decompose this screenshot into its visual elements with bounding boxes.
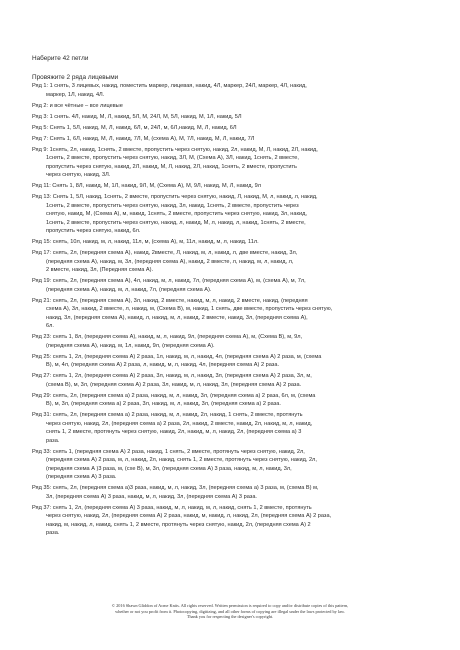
row-text-continued: (передняя схема А) 2 раза, м, л, накид, 2л, накид, снять 1, 2 вместе, протянуть через снятую, накид, 2л,	[46, 457, 317, 463]
pattern-row	[32, 277, 432, 294]
row-text-continued: через снятую, накид, 3Л.	[46, 172, 111, 178]
pattern-row	[32, 484, 432, 501]
row-text-continued: снять 1, 2 вместе, протянуть через снятую, накид, 2л, накид, м, л, накид, 2л, (передняя схема а) 3	[46, 429, 302, 435]
row-text-continued: накид, м, накид, л, накид, снять 1, 2 вместе, протянуть через снятую, накид, 2л, (передняя схема А) 2	[46, 521, 311, 528]
row-text: Ряд 19: снять, 2л, (передняя схема А), 4л, накид, м, л, накид, 7л, (передняя схема А), м, (схема А), м, 7л,	[32, 278, 306, 284]
row-text-continued: (передняя схема А), накид, м, л, накид, 7л, (передняя схема А).	[46, 286, 212, 293]
row-text-continued: раза.	[46, 437, 60, 444]
row-text: Ряд 23: снять 1, 8л, (передняя схема А), накид, м, л, накид, 9л, (передняя схема А), м, (Схема В), м, 9л,	[32, 334, 303, 340]
pattern-row	[32, 333, 432, 350]
section-title: Провяжите 2 ряда лицевыми	[32, 74, 119, 81]
row-text: Ряд 33: снять 1, (передняя схема А) 2 раза, накид, 1 снять, 2 вместе, протянуть через снятую, накид, 2л,	[32, 448, 305, 455]
pattern-row	[32, 238, 432, 247]
rows-list	[32, 82, 432, 538]
copyright-footer	[60, 603, 400, 620]
row-text: Ряд 1: 1 снять, 3 лицевых, накид, поместить маркер, лицевая, накид, 4Л, маркер, 24Л, маркер, 4Л, накид,	[32, 83, 307, 89]
row-text: Ряд 7: Снять 1, 6Л, накид, М, Л, накид, 7Л, М, (схема А), М, 7Л, накид, М, Л, накид, 7Л	[32, 135, 255, 142]
row-text-continued: снятую, накид, М, (Схема А), м, накид, 1снять, 2 вместе, пропустить через снятую, накид, 3л, накид,	[46, 211, 307, 217]
row-text-continued: 2 вместе, накид, 3л, (Передняя схема А).	[46, 267, 154, 273]
pattern-row	[32, 135, 432, 144]
pattern-row	[32, 372, 432, 389]
pattern-row	[32, 124, 432, 133]
pattern-row	[32, 392, 432, 409]
pattern-row	[32, 448, 432, 482]
pattern-row	[32, 146, 432, 180]
row-text: Ряд 11: Снять 1, 8Л, накид, М, 1Л, накид, 9Л, М, (Схема А), М, 9Л, накид, М, Л, накид, 9л	[32, 183, 262, 189]
row-text-continued: 1снять, 2 вместе, пропустить через снятую, накид, 3Л, М, (Схема А), 3Л, накид, 1снять, 2 вместе,	[46, 155, 299, 161]
row-text: Ряд 37: снять 1, 2л, (передняя схема А) 3 раза, накид, м, л, накид, м, л, накид, снять 1, 2 вместе, протянуть	[32, 504, 312, 511]
row-text-continued: через снятую, накид, 2л, (передняя схема А) 2 раза, накид, м, накид, л, накид, 2л, (передняя схема А) 2 раза,	[46, 513, 332, 519]
row-text-continued: пропустить через снятую, накид, 6л.	[46, 228, 141, 234]
intro-line: Наберите 42 петли	[32, 55, 89, 62]
row-text: Ряд 21: снять, 2л, (передняя схема А), 3л, накид, 2 вместе, накид, м, л, накид, 2 вместе, накид, (передняя	[32, 297, 308, 304]
pattern-row	[32, 113, 432, 122]
row-text-continued: 6л.	[46, 323, 54, 329]
row-text: Ряд 15: снять, 10л, накид, м, л, накид, 11л, м, (схема А), м, 11л, накид, м, л, накид, 11л.	[32, 239, 259, 245]
copyright-line-1: © 2016 Shawn Gliddon of Acme Knits. All rights reserved. Written permission is required to copy and/or distribute copies of this pattern,	[111, 603, 349, 608]
row-text-continued: (передняя схема А) 3 раза.	[46, 474, 117, 480]
row-text-continued: В), м, 4л, (передняя схема А) 2 раза, л, накид, м, л, накид, 4л, (передняя схема А) 2 раза.	[46, 362, 280, 368]
row-text-continued: В), м, 3л, (передняя схема а) 2 раза, 3л, накид, м, л, накид, 3л, (передняя схема а) 2 раза.	[46, 401, 281, 407]
row-text-continued: маркер, 1Л, накид, 4Л.	[46, 91, 105, 98]
row-text: Ряд 9: 1снять, 2л, накид, 1снять, 2 вместе, пропустить через снятую, накид, 2л, накид, М, Л, накид, 2Л, накид,	[32, 146, 318, 153]
row-text: Ряд 31: снять, 2л, (передняя схема а) 2 раза, накид, м, л, накид, 2л, накид, 1 снять, 2 вместе, протянуть	[32, 412, 303, 418]
pattern-row	[32, 411, 432, 445]
pattern-row	[32, 193, 432, 236]
row-text-continued: (передняя схема А), накид, м, 1л, накид, 9л, (передняя схема А).	[46, 342, 215, 349]
pattern-row	[32, 297, 432, 331]
copyright-line-3: Thank you for respecting the designer's copyright.	[186, 614, 274, 620]
copyright-line-2: whether or not you profit from it. Photocopying, digitizing, and all other forms of copying are illegal under the laws protected by law.	[115, 608, 345, 614]
pattern-row	[32, 102, 432, 111]
pattern-row	[32, 353, 432, 370]
row-text-continued: схема А), 3л, накид, 2 вместе, л, накид, м, (Схема В), м, накид, 1 снять, две вместе, пропустить через снятую,	[46, 306, 333, 312]
row-text-continued: раза.	[46, 530, 60, 536]
row-text-continued: (схема В), м, 3л, (передняя схема А) 2 раза, 3л, накид, м, л, накид, 3л, (передняя схема А) 2 раза.	[46, 381, 302, 388]
pattern-text	[32, 54, 432, 540]
pattern-row	[32, 249, 432, 275]
pattern-row	[32, 182, 432, 191]
row-text: Ряд 35: снять, 2л, (передняя схема а)3 раза, накид, м, л, накид, 3л, (передняя схема а) 3 раза, м, (схема В) м,	[32, 485, 319, 491]
row-text: Ряд 5: Снять 1, 5Л, накид, М, Л, накид, 6Л, м, 24Л, м, 6Л,накид, М, Л, накид, 6Л	[32, 124, 237, 131]
row-text-continued: 3л, (передняя схема А) 3 раза, накид, м, л, накид, 3л, (передняя схема А) 3 раза.	[46, 493, 257, 500]
row-text-continued: (передняя схема А )3 раза, м, (схе В), м, 3л, (передняя схема А) 3 раза, накид, м, л, накид, 3л,	[46, 465, 292, 472]
row-text-continued: пропустить через снятую, накид, 2Л, накид, М, Л, накид, 2Л, накид, 1снять, 2 вместе, пропустить	[46, 163, 297, 170]
row-text-continued: 1снять, 2 вместе, пропустить через снятую, накид, л, накид, М, л, накид, л, накид, 1снять, 2 вместе,	[46, 219, 306, 226]
row-text-continued: через снятую, накид, 2л, (передняя схема а) 2 раза, 2л, накид, 2 вместе, накид, 2л, накид, м, л, накид,	[46, 420, 313, 427]
row-text-continued: 1снять, 2 вместе, пропустить через снятую, накид, 3л, накид, 1снять, 2 вместе, пропустить через	[46, 202, 299, 209]
row-text-continued: (передняя схема А), накид, м, 3л, (передняя схема А), накид, 2 вместе, л, накид, м, л, накид, л,	[46, 258, 294, 265]
row-text: Ряд 25: снять 1, 2л, (передняя схема А) 2 раза, 1л, накид, м, л, накид, 4л, (передняя схема А) 2 раза, м, (схема	[32, 353, 322, 360]
row-text: Ряд 13: Снять 1, 5Л, накид, 1снять, 2 вместе, пропустить через снятую, накид, Л, накид, М, л, накид, л, накид,	[32, 194, 318, 200]
row-text: Ряд 29: снять, 2л, (передняя схема а) 2 раза, накид, м, л, накид, 3л, (передняя схема а) 2 раза, 6л, м, (схема	[32, 392, 316, 399]
row-text: Ряд 2: и все чётные – все лицевые	[32, 102, 123, 109]
row-text-continued: накид, 3л, (передняя схема А), накид, л, накид, м, л, накид, 2 вместе, накид, 3л, (передняя схема А),	[46, 314, 308, 321]
pattern-row	[32, 504, 432, 538]
row-text: Ряд 17: снять, 2л, (передняя схема А), накид, 2вместе, Л, накид, м, л, накид, л, две вместе, накид, 3л,	[32, 250, 298, 256]
row-text: Ряд 27: снять 1, 2л, (передняя схема А) 2 раза, 3л, накид, м, л, накид, 3л, (передняя схема А) 2 раза, 3л, м,	[32, 373, 312, 379]
row-text: Ряд 3: 1 снять. 4Л, накид, М, Л, накид, 5Л, М, 24Л, М, 5Л, накид, М, 1Л, накид, 5Л	[32, 113, 242, 120]
pattern-row	[32, 82, 432, 99]
